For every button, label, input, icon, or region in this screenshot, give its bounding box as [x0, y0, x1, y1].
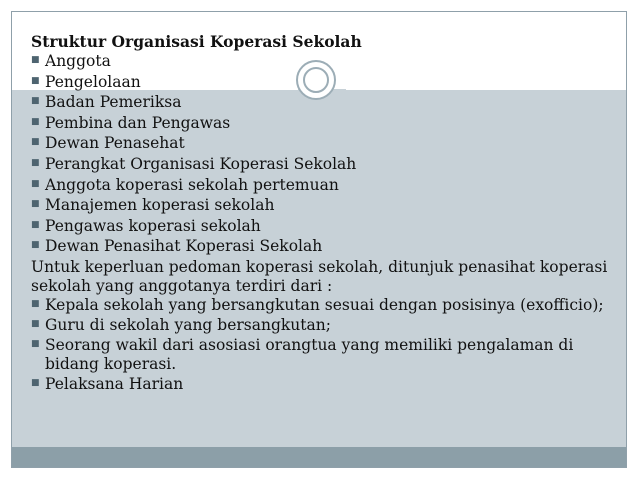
square-bullet-icon: ■	[31, 318, 40, 329]
list-item: ■ Pelaksana Harian	[31, 374, 184, 393]
list-item: ■ Perangkat Organisasi Koperasi Sekolah	[31, 154, 357, 173]
square-bullet-icon: ■	[31, 377, 40, 388]
slide-footer-strip	[12, 447, 626, 467]
primary-bullet-list	[31, 52, 611, 258]
square-bullet-icon: ■	[31, 55, 40, 65]
list-item: ■ Dewan Penasihat Koperasi Sekolah	[31, 237, 323, 256]
secondary-bullet-list	[31, 296, 611, 394]
square-bullet-icon: ■	[31, 75, 40, 86]
list-item: ■ Dewan Penasehat	[31, 134, 185, 153]
slide-title: Struktur Organisasi Koperasi Sekolah	[31, 32, 362, 51]
list-item: ■ Pengawas koperasi sekolah	[31, 216, 261, 235]
square-bullet-icon: ■	[31, 338, 40, 349]
list-item: ■ Kepala sekolah yang bersangkutan sesuai dengan posisinya (exofficio);	[31, 295, 604, 314]
body-paragraph: Untuk keperluan pedoman koperasi sekolah, ditunjuk penasihat koperasi sekolah yang anggotanya terdiri dari :	[31, 257, 608, 295]
list-item: ■ Guru di sekolah yang bersangkutan;	[31, 315, 331, 334]
square-bullet-icon: ■	[31, 157, 40, 168]
list-item: ■ Anggota koperasi sekolah pertemuan	[31, 175, 339, 194]
list-item: ■ Badan Pemeriksa	[31, 93, 182, 112]
list-item: ■ Pengelolaan	[31, 72, 141, 91]
list-item: ■ Pembina dan Pengawas	[31, 113, 231, 132]
list-item: ■ Anggota	[31, 52, 111, 70]
square-bullet-icon: ■	[31, 298, 40, 309]
square-bullet-icon: ■	[31, 137, 40, 148]
slide-content	[31, 32, 611, 395]
square-bullet-icon: ■	[31, 240, 40, 251]
square-bullet-icon: ■	[31, 178, 40, 189]
square-bullet-icon: ■	[31, 199, 40, 210]
list-item: ■ Manajemen koperasi sekolah	[31, 196, 275, 215]
square-bullet-icon: ■	[31, 116, 40, 127]
square-bullet-icon: ■	[31, 96, 40, 107]
square-bullet-icon: ■	[31, 219, 40, 230]
list-item: ■ Seorang wakil dari asosiasi orangtua yang memiliki pengalaman di bidang koperasi.	[31, 335, 574, 373]
